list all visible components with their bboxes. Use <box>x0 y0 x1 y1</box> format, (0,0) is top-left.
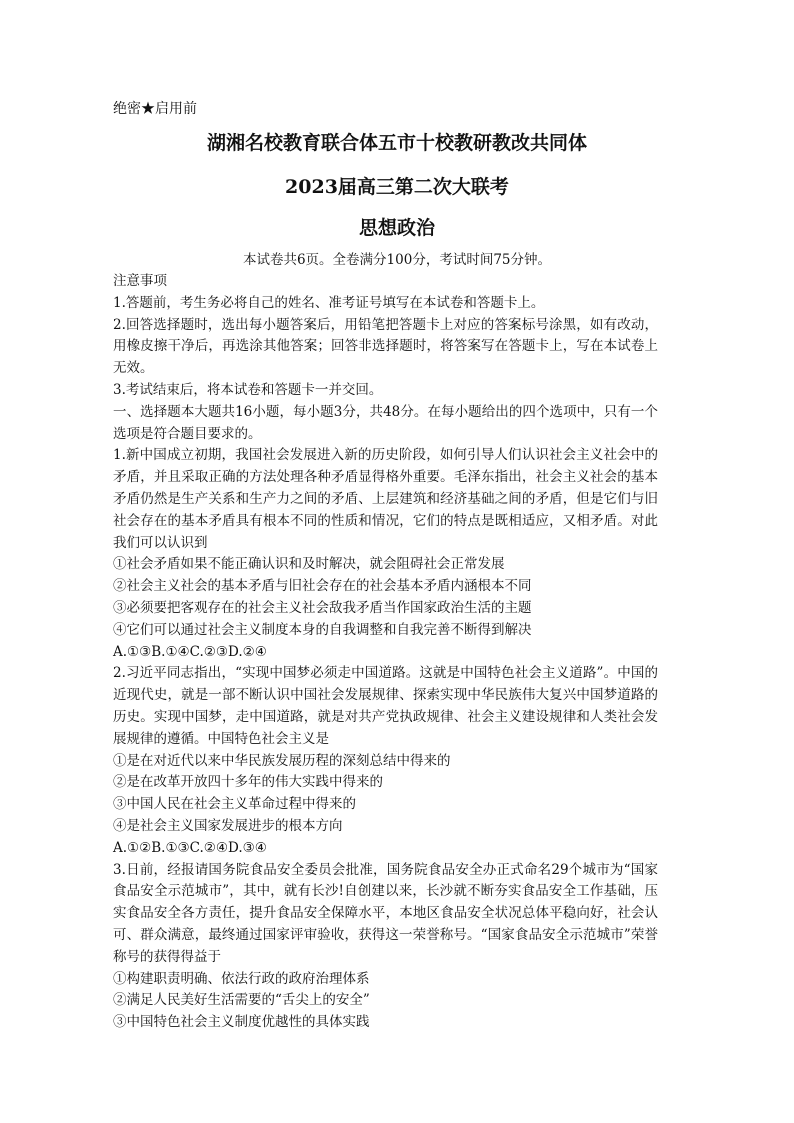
answer-choices: A.①③B.①④C.②③D.②④ <box>113 643 267 660</box>
question-item: ④它们可以通过社会主义制度本身的自我调整和自我完善不断得到解决 <box>113 621 532 638</box>
section-intro: 一、选择题本大题共16小题，每小题3分，共48分。在每小题给出的四个选项中，只有一个选项是符合题目要求的。 <box>113 403 658 442</box>
question-stem: 1.新中国成立初期，我国社会发展进入新的历史阶段，如何引导人们认识社会主义社会中的矛盾，并且采取正确的方法处理各种矛盾显得格外重要。毛泽东指出，社会主义社会的基本矛盾仍然是生产关系和生产力之间的矛盾、上层建筑和经济基础之间的矛盾，但是它们与旧社会存在的基本矛盾具有根本不同的性质和情况，它们的特点是既相适应，又相矛盾。对此我们可以认识到 <box>113 447 658 551</box>
note-item: 1.答题前，考生务必将自己的姓名、准考证号填写在本试卷和答题卡上。 <box>113 294 545 311</box>
secret-mark: 绝密★启用前 <box>113 101 197 117</box>
exam-body <box>113 271 658 1034</box>
question-item: ④是社会主义国家发展进步的根本方向 <box>113 817 343 834</box>
note-item: 2.回答选择题时，选出每小题答案后，用铅笔把答题卡上对应的答案标号涂黑，如有改动，用橡皮擦干净后，再选涂其他答案；回答非选择题时，将答案写在答题卡上，写在本试卷上无效。 <box>113 316 658 377</box>
question-item: ②满足人民美好生活需要的“舌尖上的安全” <box>113 992 370 1009</box>
question-item: ①是在对近代以来中华民族发展历程的深刻总结中得来的 <box>113 752 451 769</box>
question-item: ①社会矛盾如果不能正确认识和及时解决，就会阻碍社会正常发展 <box>113 556 505 573</box>
question-item: ①构建职责明确、依法行政的政府治理体系 <box>113 970 370 987</box>
answer-choices: A.①②B.①③C.②④D.③④ <box>113 839 267 856</box>
exam-info: 本试卷共6页。全卷满分100分，考试时间75分钟。 <box>242 252 552 268</box>
subject-title: 思想政治 <box>358 217 435 239</box>
question-item: ③中国人民在社会主义革命过程中得来的 <box>113 796 356 813</box>
question-stem: 3.日前，经报请国务院食品安全委员会批准，国务院食品安全办正式命名29个城市为“国家食品安全示范城市”，其中，就有长沙!自创建以来，长沙就不断夯实食品安全工作基础，压实食品安全各方责任，提升食品安全保障水平，本地区食品安全状况总体平稳向好，社会认可、群众满意，最终通过国家评审验收，获得这一荣誉称号。“国家食品安全示范城市”荣誉称号的获得得益于 <box>113 861 658 965</box>
exam-subtitle: 2023届高三第二次大联考 <box>285 176 509 198</box>
note-item: 3.考试结束后，将本试卷和答题卡一并交回。 <box>113 381 383 398</box>
question-item: ③必须要把客观存在的社会主义社会敌我矛盾当作国家政治生活的主题 <box>113 599 532 616</box>
question-item: ②社会主义社会的基本矛盾与旧社会存在的社会基本矛盾内涵根本不同 <box>113 578 532 595</box>
question-item: ③中国特色社会主义制度优越性的具体实践 <box>113 1014 370 1031</box>
question-stem: 2.习近平同志指出，“实现中国梦必须走中国道路。这就是中国特色社会主义道路”。中国的近现代史，就是一部不断认识中国社会发展规律、探索实现中华民族伟大复兴中国梦道路的历史。实现中国梦，走中国道路，就是对共产党执政规律、社会主义建设规律和人类社会发展规律的遵循。中国特色社会主义是 <box>113 665 658 747</box>
exam-title: 湖湘名校教育联合体五市十校教研教改共同体 <box>206 132 587 154</box>
question-item: ②是在改革开放四十多年的伟大实践中得来的 <box>113 774 383 791</box>
notes-heading: 注意事项 <box>113 273 167 289</box>
